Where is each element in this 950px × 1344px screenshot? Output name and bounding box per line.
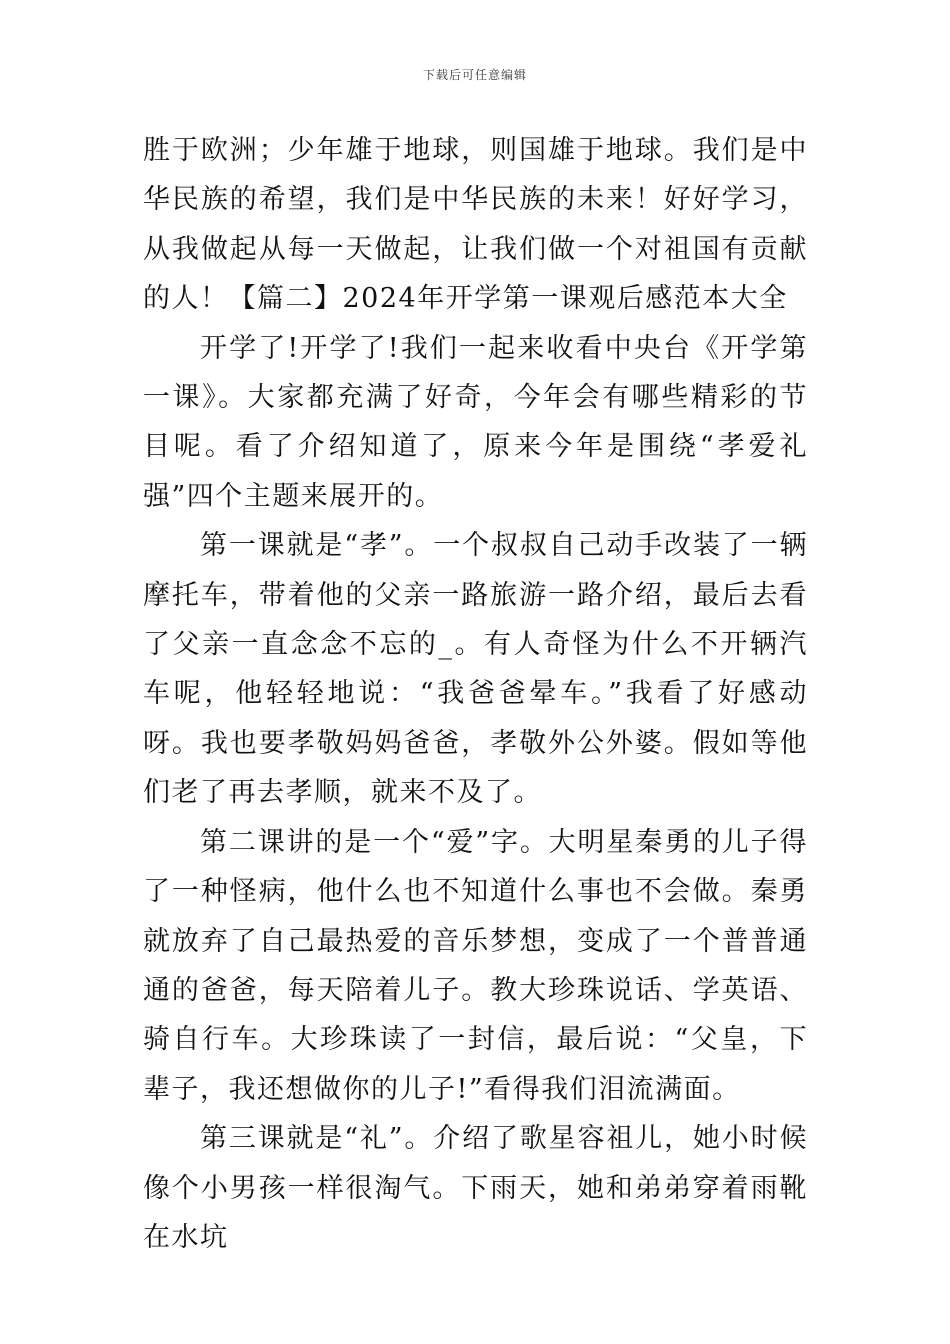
paragraph-continuation: 胜于欧洲；少年雄于地球，则国雄于地球。我们是中华民族的希望，我们是中华民族的未来！好好学习，从我做起从每一天做起，让我们做一个对祖国有贡献的人！【篇二】2024年开学第一课观后感范本大全 [143,135,808,315]
document-body [143,126,808,1262]
paragraph: 第一课就是“孝”。一个叔叔自己动手改装了一辆摩托车，带着他的父亲一路旅游一路介绍，最后去看了父亲一直念念不忘的_。有人奇怪为什么不开辆汽车呢，他轻轻地说：“我爸爸晕车。”我看了好感动呀。我也要孝敬妈妈爸爸，孝敬外公外婆。假如等他们老了再去孝顺，就来不及了。 [143,530,808,809]
paragraph: 开学了!开学了!我们一起来收看中央台《开学第一课》。大家都充满了好奇，今年会有哪些精彩的节目呢。看了介绍知道了，原来今年是围绕“孝爱礼强”四个主题来展开的。 [143,332,808,512]
paragraph: 第二课讲的是一个“爱”字。大明星秦勇的儿子得了一种怪病，他什么也不知道什么事也不会做。秦勇就放弃了自己最热爱的音乐梦想，变成了一个普普通通的爸爸，每天陪着儿子。教大珍珠说话、学英语、骑自行车。大珍珠读了一封信，最后说：“父皇，下辈子，我还想做你的儿子!”看得我们泪流满面。 [143,826,808,1105]
page-header-note: 下载后可任意编辑 [422,68,527,82]
paragraph: 第三课就是“礼”。介绍了歌星容祖儿，她小时候像个小男孩一样很淘气。下雨天，她和弟弟穿着雨靴在水坑 [143,1123,808,1253]
